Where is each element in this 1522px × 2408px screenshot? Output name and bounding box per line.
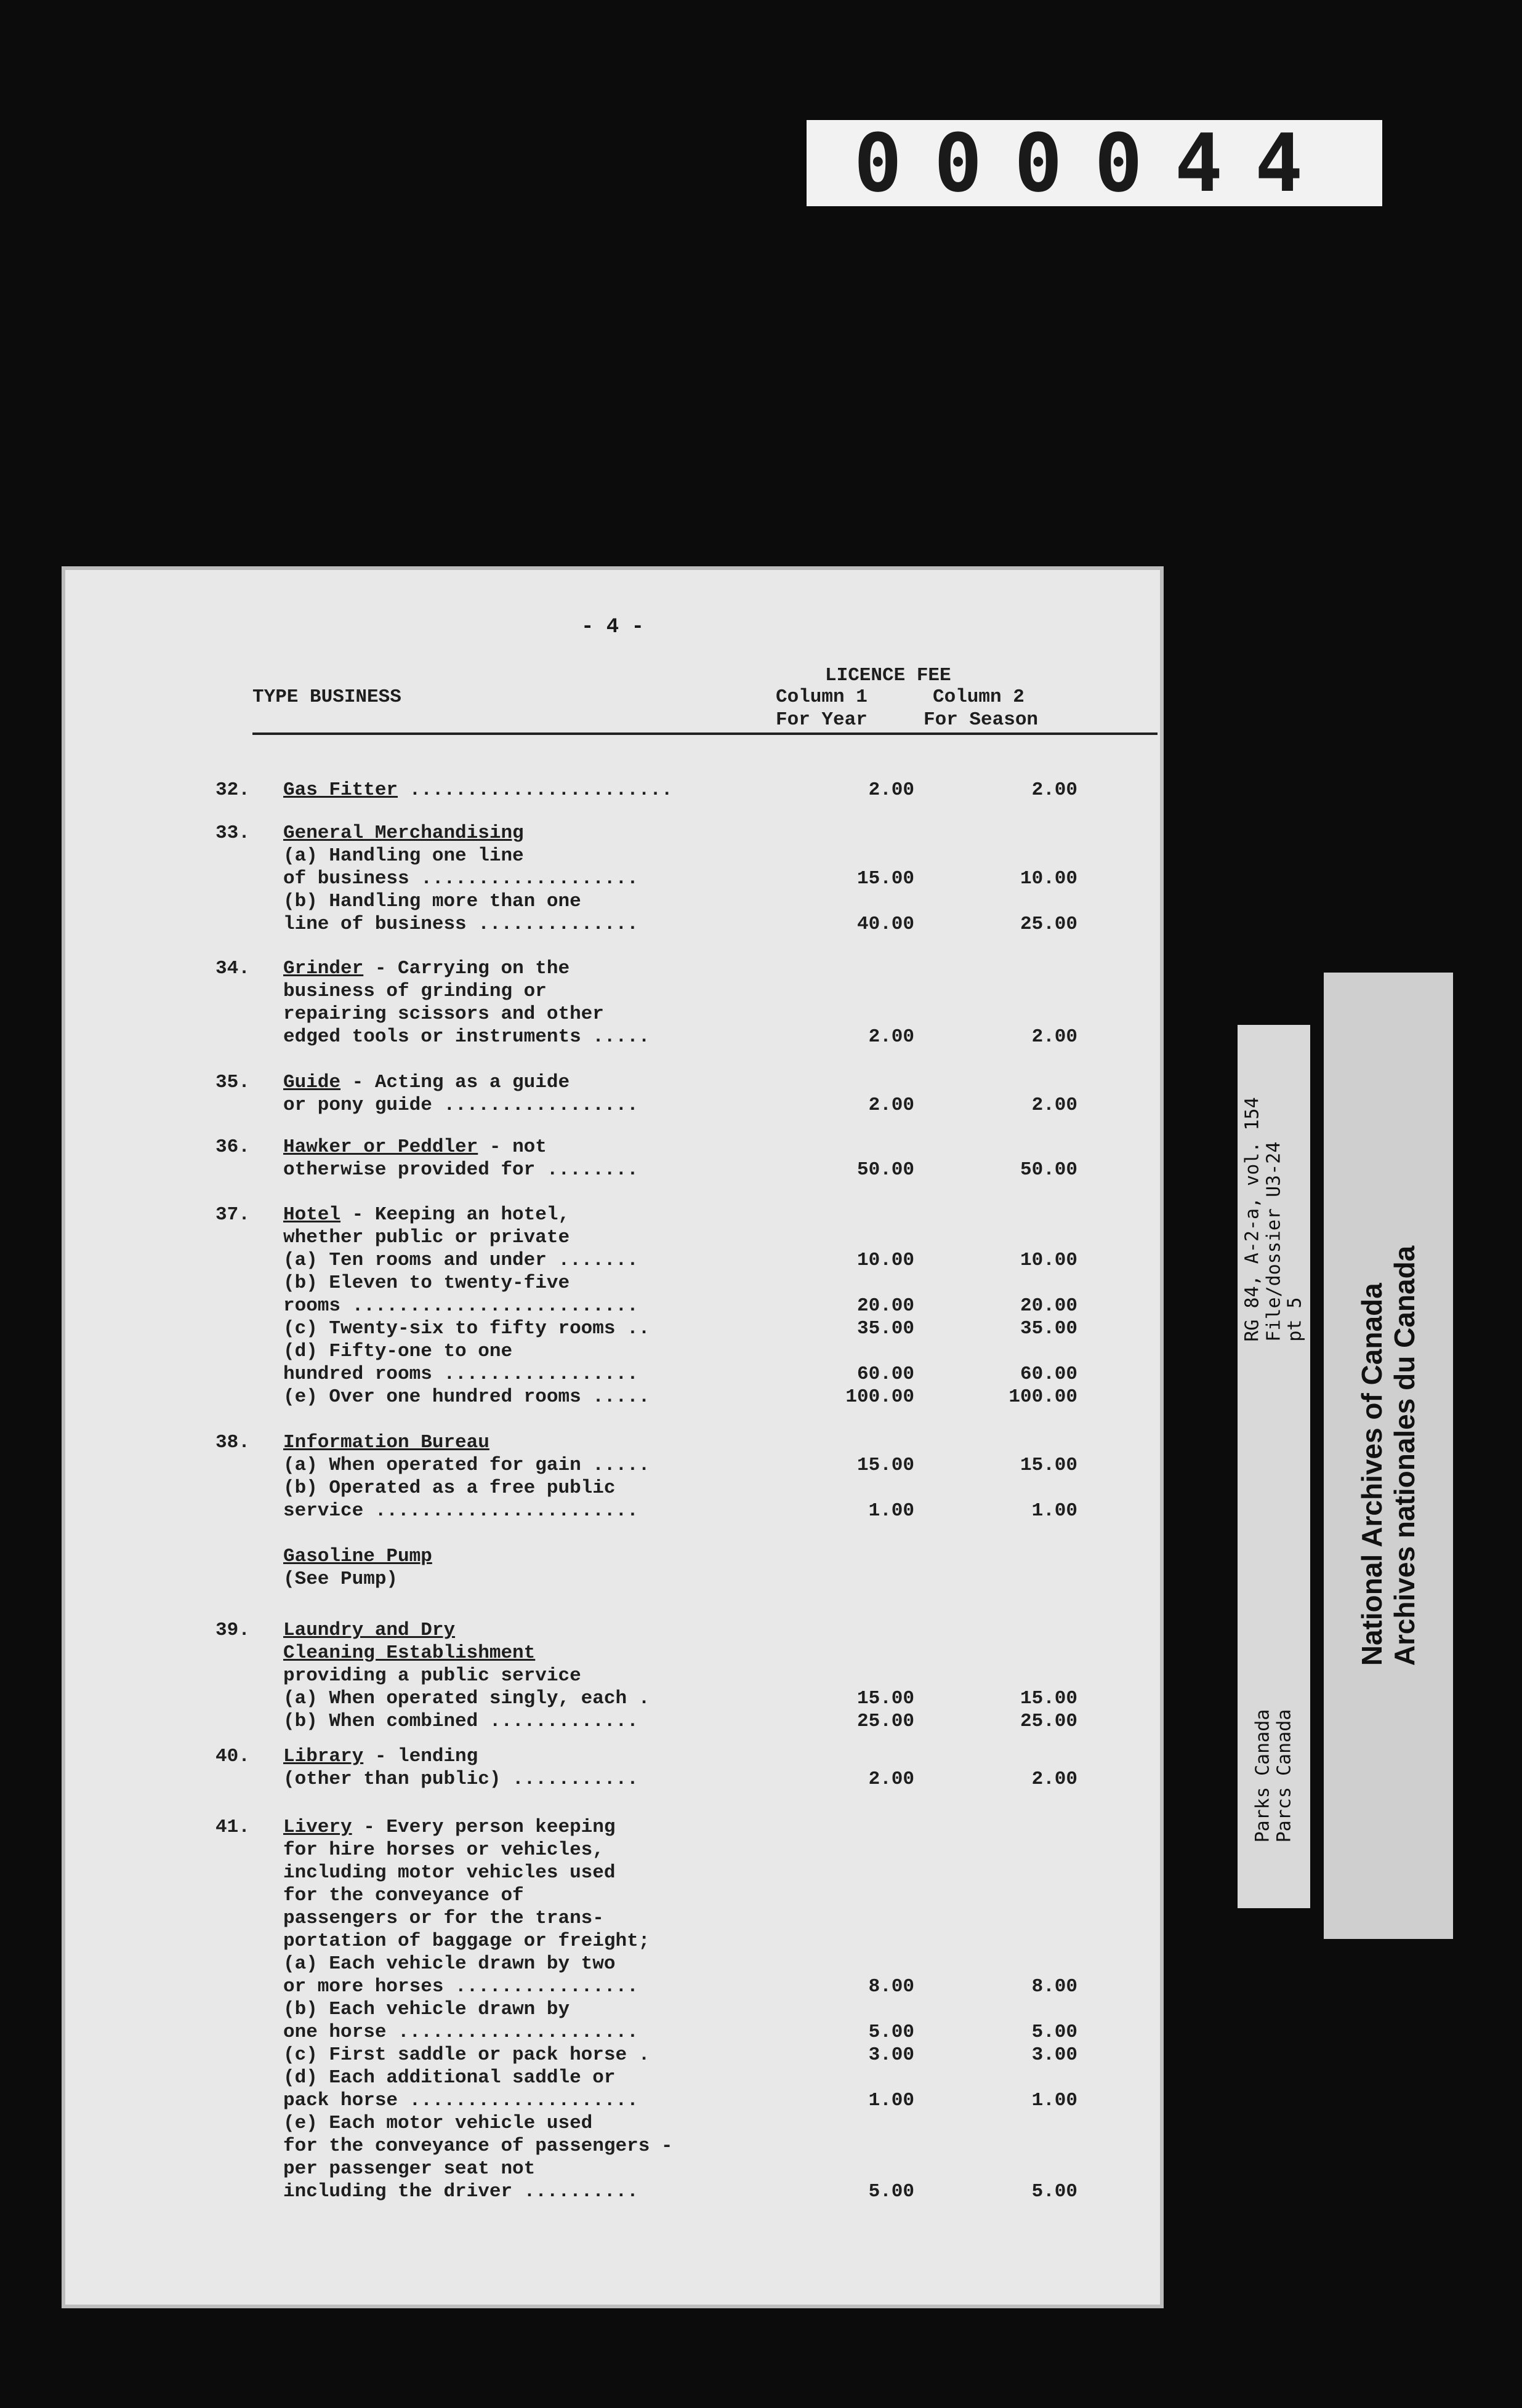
entry-text <box>283 1545 432 1568</box>
entry-line <box>215 1816 1108 1839</box>
business-type-title: Hawker or Peddler <box>283 1136 478 1158</box>
entry-text <box>283 1431 489 1454</box>
entry-number: 41. <box>215 1816 250 1838</box>
entry-description: (a) Handling one line <box>283 845 524 867</box>
entry-number: 36. <box>215 1136 250 1158</box>
entry-text <box>283 1664 581 1687</box>
entry-text <box>283 1884 524 1907</box>
fee-season-value: 35.00 <box>1020 1318 1077 1339</box>
entry-line <box>215 1907 1108 1930</box>
entry-text <box>283 1861 616 1884</box>
entry-text <box>283 1272 570 1294</box>
entry-line <box>215 1687 1108 1710</box>
entry-text <box>283 2180 638 2203</box>
entry-line <box>215 1272 1108 1294</box>
fee-season-value: 2.00 <box>1031 1094 1077 1116</box>
entry-description: for the conveyance of <box>283 1885 524 1906</box>
fee-season-value: 25.00 <box>1020 1711 1077 1732</box>
fee-year-value: 60.00 <box>856 1363 914 1385</box>
entry-description: or more horses ................ <box>283 1976 638 1997</box>
entry-text <box>283 2066 616 2089</box>
entry-description: for the conveyance of passengers - <box>283 2135 673 2157</box>
entry-line <box>215 822 1108 845</box>
entry-text <box>283 1249 638 1272</box>
entry-text <box>283 1203 570 1226</box>
entry-description: otherwise provided for ........ <box>283 1159 638 1181</box>
entry-number: 34. <box>215 958 250 979</box>
reference-line: File/dossier U3-24 <box>1262 1141 1284 1342</box>
fee-year-value: 2.00 <box>868 1026 914 1048</box>
entry-text <box>283 1930 650 1952</box>
entry-text <box>283 1687 650 1710</box>
fee-season-value: 1.00 <box>1031 2090 1077 2111</box>
entry-text <box>283 890 581 913</box>
entry-description: one horse ..................... <box>283 2021 638 2043</box>
entry-text <box>283 913 638 936</box>
entry-text <box>283 1816 616 1839</box>
entry-line <box>215 1136 1108 1158</box>
entry-line <box>215 1431 1108 1454</box>
entry-line <box>215 1477 1108 1499</box>
entry-text <box>283 2157 535 2180</box>
entry-line <box>215 1619 1108 1642</box>
agency-line: Parcs Canada <box>1273 1709 1295 1843</box>
business-type-title: Laundry and Dry <box>283 1619 456 1641</box>
entry-text <box>283 1071 570 1094</box>
entry-description: (a) When operated for gain ..... <box>283 1455 650 1476</box>
entry-description: - Every person keeping <box>352 1816 616 1838</box>
entry-description: including motor vehicles used <box>283 1862 616 1884</box>
entry-text <box>283 1226 570 1249</box>
entry-line <box>215 1203 1108 1226</box>
archives-line: National Archives of Canada <box>1356 1283 1388 1666</box>
entry-description: (b) Each vehicle drawn by <box>283 1999 570 2020</box>
entry-line <box>215 2021 1108 2044</box>
entry-line <box>215 1768 1108 1791</box>
entry-number: 38. <box>215 1432 250 1453</box>
entry-description: (a) Ten rooms and under ....... <box>283 1250 638 1271</box>
fee-season-value: 2.00 <box>1031 1026 1077 1048</box>
entry-description: - Acting as a guide <box>340 1072 570 1093</box>
entry-line <box>215 779 1108 801</box>
entry-number: 32. <box>215 779 250 801</box>
entry-description: - Keeping an hotel, <box>340 1204 570 1226</box>
entry-line <box>215 1294 1108 1317</box>
entry-line <box>215 2112 1108 2135</box>
entry-line <box>215 1317 1108 1340</box>
fee-entry <box>215 1545 1108 1591</box>
entry-text <box>283 980 547 1003</box>
column1-header: Column 1 <box>776 686 868 708</box>
fee-year-value: 35.00 <box>856 1318 914 1339</box>
entry-line <box>215 1158 1108 1181</box>
fee-year-value: 15.00 <box>856 1455 914 1476</box>
entry-description: (a) Each vehicle drawn by two <box>283 1953 616 1975</box>
entry-text <box>283 2089 638 2112</box>
entry-description: (b) Handling more than one <box>283 891 581 912</box>
entry-text <box>283 1003 604 1025</box>
entry-line <box>215 1839 1108 1861</box>
agency-label <box>1253 1709 1295 1842</box>
entry-description: (b) Operated as a free public <box>283 1477 616 1499</box>
fee-year-value: 2.00 <box>868 779 914 801</box>
entry-line <box>215 1340 1108 1363</box>
entry-line <box>215 913 1108 936</box>
entry-text <box>283 1499 638 1522</box>
fee-season-value: 5.00 <box>1031 2021 1077 2043</box>
entry-number: 37. <box>215 1204 250 1226</box>
entry-line <box>215 1710 1108 1733</box>
entry-description: (e) Over one hundred rooms ..... <box>283 1386 650 1408</box>
fee-year-value: 1.00 <box>868 2090 914 2111</box>
entry-description: line of business .............. <box>283 913 638 935</box>
entry-description: whether public or private <box>283 1227 570 1248</box>
entry-line <box>215 957 1108 980</box>
entry-text <box>283 2044 650 2066</box>
column2-header: Column 2 <box>933 686 1025 708</box>
entry-description: business of grinding or <box>283 981 547 1002</box>
fee-season-value: 3.00 <box>1031 2044 1077 2066</box>
entry-description: repairing scissors and other <box>283 1003 604 1025</box>
fee-season-value: 20.00 <box>1020 1295 1077 1317</box>
fee-year-value: 40.00 <box>856 913 914 935</box>
entry-line <box>215 1745 1108 1768</box>
entry-text <box>283 779 673 801</box>
entry-text <box>283 2021 638 2044</box>
entry-number: 39. <box>215 1619 250 1641</box>
entry-description: (d) Each additional saddle or <box>283 2067 616 2089</box>
entry-text <box>283 1642 535 1664</box>
fee-entry <box>215 779 1108 801</box>
entry-description: (b) Eleven to twenty-five <box>283 1272 570 1294</box>
entry-description: service ....................... <box>283 1500 638 1522</box>
entry-text <box>283 1768 638 1791</box>
licence-fee-header: LICENCE FEE <box>825 665 951 686</box>
entry-line <box>215 2157 1108 2180</box>
fee-season-value: 60.00 <box>1020 1363 1077 1385</box>
entry-line <box>215 1003 1108 1025</box>
fee-season-value: 15.00 <box>1020 1455 1077 1476</box>
fee-season-value: 25.00 <box>1020 913 1077 935</box>
fee-season-value: 15.00 <box>1020 1688 1077 1709</box>
fee-year-value: 8.00 <box>868 1976 914 1997</box>
archives-label <box>1356 1246 1421 1666</box>
entry-text <box>283 2135 673 2157</box>
entry-line <box>215 1454 1108 1477</box>
archive-reference-strip <box>1238 1025 1310 1908</box>
entry-line <box>215 1545 1108 1568</box>
entry-description: (d) Fifty-one to one <box>283 1341 513 1362</box>
fee-season-value: 10.00 <box>1020 1250 1077 1271</box>
entry-line <box>215 1363 1108 1386</box>
document-page <box>62 566 1164 2308</box>
entry-line <box>215 845 1108 867</box>
entry-description: (c) First saddle or pack horse . <box>283 2044 650 2066</box>
fee-season-value: 1.00 <box>1031 1500 1077 1522</box>
entry-description: ....................... <box>398 779 673 801</box>
fee-year-value: 50.00 <box>856 1159 914 1181</box>
entry-line <box>215 1642 1108 1664</box>
column2-subheader: For Season <box>924 709 1039 731</box>
entry-text <box>283 845 524 867</box>
entry-text <box>283 1136 547 1158</box>
entry-description: (c) Twenty-six to fifty rooms .. <box>283 1318 650 1339</box>
business-type-title: Gasoline Pump <box>283 1546 432 1567</box>
entry-line <box>215 1884 1108 1907</box>
entry-text <box>283 1568 398 1591</box>
archives-line: Archives nationales du Canada <box>1388 1245 1420 1666</box>
business-type-title: Guide <box>283 1072 341 1093</box>
fee-entry <box>215 1431 1108 1522</box>
fee-year-value: 25.00 <box>856 1711 914 1732</box>
entry-line <box>215 1094 1108 1117</box>
entry-text <box>283 1839 604 1861</box>
fee-season-value: 5.00 <box>1031 2181 1077 2202</box>
fee-season-value: 50.00 <box>1020 1159 1077 1181</box>
entry-description: including the driver .......... <box>283 2181 638 2202</box>
fee-entry <box>215 822 1108 936</box>
entry-line <box>215 867 1108 890</box>
entry-line <box>215 1249 1108 1272</box>
fee-entry <box>215 1071 1108 1117</box>
entry-number: 40. <box>215 1746 250 1767</box>
reference-line: pt 5 <box>1284 1297 1306 1342</box>
fee-year-value: 1.00 <box>868 1500 914 1522</box>
entry-text <box>283 1619 455 1642</box>
entry-line <box>215 1861 1108 1884</box>
business-type-title: Information Bureau <box>283 1432 489 1453</box>
entry-line <box>215 1071 1108 1094</box>
entry-description: passengers or for the trans- <box>283 1908 604 1929</box>
business-type-title: Grinder <box>283 958 364 979</box>
entry-text <box>283 1975 638 1998</box>
entry-description: (See Pump) <box>283 1568 398 1590</box>
fee-entry <box>215 1203 1108 1408</box>
entry-text <box>283 1907 604 1930</box>
entry-text <box>283 1340 512 1363</box>
fee-year-value: 5.00 <box>868 2021 914 2043</box>
entry-number: 33. <box>215 822 250 844</box>
entry-description: of business ................... <box>283 868 638 889</box>
fee-year-value: 15.00 <box>856 1688 914 1709</box>
entry-description: or pony guide ................. <box>283 1094 638 1116</box>
fee-season-value: 2.00 <box>1031 1768 1077 1790</box>
business-type-title: Livery <box>283 1816 352 1838</box>
entry-line <box>215 2180 1108 2203</box>
fee-year-value: 2.00 <box>868 1768 914 1790</box>
archives-strip <box>1324 973 1453 1939</box>
entry-text <box>283 1998 570 2021</box>
entry-text <box>283 1952 616 1975</box>
type-business-header: TYPE BUSINESS <box>252 686 401 708</box>
page-number: - 4 - <box>581 616 645 639</box>
fee-season-value: 8.00 <box>1031 1976 1077 1997</box>
fee-entry <box>215 1619 1108 1733</box>
entry-line <box>215 1386 1108 1408</box>
entry-text <box>283 1477 616 1499</box>
entry-description: rooms ......................... <box>283 1295 638 1317</box>
entry-description: pack horse .................... <box>283 2090 638 2111</box>
entry-number: 35. <box>215 1072 250 1093</box>
business-type-title: Hotel <box>283 1204 341 1226</box>
entry-line <box>215 1998 1108 2021</box>
entry-line <box>215 2066 1108 2089</box>
fee-entry <box>215 1745 1108 1791</box>
fee-entry <box>215 957 1108 1048</box>
business-type-title: Gas Fitter <box>283 779 398 801</box>
fee-entry <box>215 1136 1108 1181</box>
entry-text <box>283 957 570 980</box>
entry-text <box>283 1294 638 1317</box>
entry-line <box>215 1930 1108 1952</box>
entry-description: - Carrying on the <box>363 958 570 979</box>
entry-description: (other than public) ........... <box>283 1768 638 1790</box>
entry-text <box>283 1363 638 1386</box>
entry-line <box>215 1975 1108 1998</box>
fee-year-value: 3.00 <box>868 2044 914 2066</box>
business-type-title: Cleaning Establishment <box>283 1642 536 1664</box>
entry-description: (a) When operated singly, each . <box>283 1688 650 1709</box>
entry-line <box>215 1025 1108 1048</box>
entry-description: edged tools or instruments ..... <box>283 1026 650 1048</box>
entry-text <box>283 867 638 890</box>
entry-description: - not <box>478 1136 547 1158</box>
entry-description: per passenger seat not <box>283 2158 536 2180</box>
entry-description: (e) Each motor vehicle used <box>283 2113 593 2134</box>
entry-line <box>215 1664 1108 1687</box>
reference-label <box>1242 1097 1306 1341</box>
entry-description: providing a public service <box>283 1665 581 1687</box>
entry-text <box>283 2112 592 2135</box>
entry-description: - lending <box>363 1746 478 1767</box>
entry-line <box>215 2135 1108 2157</box>
header-rule <box>252 732 1158 735</box>
fee-season-value: 2.00 <box>1031 779 1077 801</box>
entry-text <box>283 1158 638 1181</box>
fee-year-value: 100.00 <box>845 1386 914 1408</box>
frame-number: 000044 <box>807 120 1382 206</box>
entry-line <box>215 2089 1108 2112</box>
entry-text <box>283 1745 478 1768</box>
fee-year-value: 15.00 <box>856 868 914 889</box>
entry-description: (b) When combined ............. <box>283 1711 638 1732</box>
business-type-title: Library <box>283 1746 364 1767</box>
entry-text <box>283 1710 638 1733</box>
entry-description: portation of baggage or freight; <box>283 1930 650 1952</box>
entry-text <box>283 1317 650 1340</box>
column1-subheader: For Year <box>776 709 868 731</box>
entry-line <box>215 1952 1108 1975</box>
entry-line <box>215 890 1108 913</box>
fee-season-value: 10.00 <box>1020 868 1077 889</box>
fee-year-value: 10.00 <box>856 1250 914 1271</box>
entry-description: for hire horses or vehicles, <box>283 1839 604 1861</box>
fee-season-value: 100.00 <box>1009 1386 1077 1408</box>
reference-line: RG 84, A-2-a, vol. 154 <box>1241 1097 1263 1342</box>
entry-line <box>215 980 1108 1003</box>
entry-line <box>215 1226 1108 1249</box>
entry-line <box>215 1568 1108 1591</box>
entry-text <box>283 1454 650 1477</box>
fee-year-value: 2.00 <box>868 1094 914 1116</box>
entry-text <box>283 1094 638 1117</box>
entry-line <box>215 2044 1108 2066</box>
business-type-title: General Merchandising <box>283 822 524 844</box>
entry-line <box>215 1499 1108 1522</box>
fee-year-value: 20.00 <box>856 1295 914 1317</box>
entry-text <box>283 1386 650 1408</box>
entry-text <box>283 1025 650 1048</box>
fee-entry <box>215 1816 1108 2203</box>
fee-year-value: 5.00 <box>868 2181 914 2202</box>
entry-text <box>283 822 524 845</box>
entry-description: hundred rooms ................. <box>283 1363 638 1385</box>
agency-line: Parks Canada <box>1252 1709 1274 1843</box>
